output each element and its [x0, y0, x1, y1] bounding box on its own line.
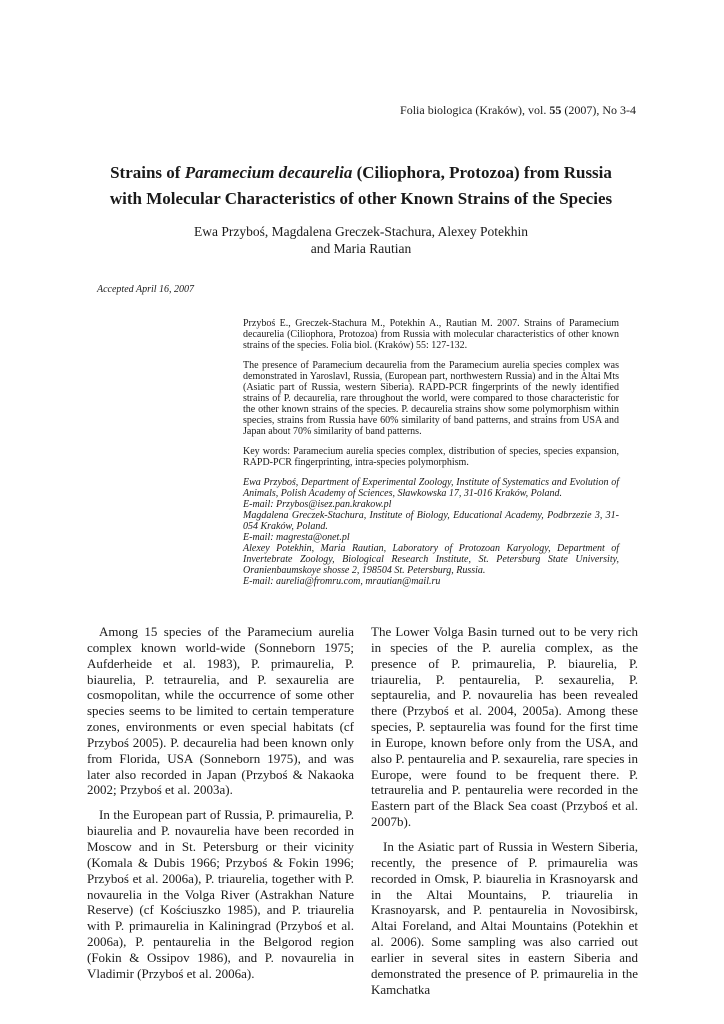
- paragraph: In the European part of Russia, P. primaurelia, P. biaurelia and P. novaurelia have been recorded in Moscow and in St. Petersburg or their vicinity (Komala & Dubis 1966; Przyboś & Fokin 1996; Przyboś et al. 2006a), P. triaurelia, together with P. novaurelia in the Volga River (Astrakhan Nature Reserve) (cf Kościuszko 1985), and P. triaurelia with P. primaurelia in Kaliningrad (Przyboś et al. 2006a), P. pentaurelia in the Belgorod region (Fokin & Ossipov 1986), and P. novaurelia in Vladimir (Przyboś et al. 2006a).: [87, 807, 354, 981]
- title-line-2: with Molecular Characteristics of other Known Strains of the Species: [109, 189, 613, 208]
- author-list: [80, 223, 642, 257]
- title-part: (Ciliophora, Protozoa) from Russia: [356, 163, 612, 182]
- journal-issue: (2007), No 3-4: [564, 103, 636, 117]
- body-text: [87, 624, 638, 1006]
- paragraph: The Lower Volga Basin turned out to be very rich in species of the P. aurelia complex, as the presence of P. primaurelia, P. biaurelia, P. triaurelia, P. pentaurelia, P. sexaurelia, P. septaurelia, and P. novaurelia has been revealed there (Przyboś et al. 2004, 2005a). Among these species, P. septaurelia was found for the first time in Europe, known before only from the USA, and also P. pentaurelia and P. sexaurelia, rare species in Europe, were found to be frequent there. P. tetraurelia and P. pentaurelia were recorded in the Eastern part of the Black Sea coast (Przyboś et al. 2007b).: [371, 624, 638, 830]
- affiliation-email: E-mail: aurelia@fromru.com, mrautian@mail.ru: [243, 576, 441, 587]
- journal-volume: 55: [549, 103, 562, 117]
- citation: Przyboś E., Greczek-Stachura M., Potekhin A., Rautian M. 2007. Strains of Paramecium decaurelia (Ciliophora, Protozoa) from Russia with molecular characteristics of other known strains of the species. Folia biol. (Kraków) 55: 127-132.: [243, 318, 619, 351]
- title-part: Strains of: [110, 163, 181, 182]
- abstract: The presence of Paramecium decaurelia from the Paramecium aurelia species complex was demonstrated in Yaroslavl, Russia, (European part, northwestern Russia) and in the Altai Mts (Asiatic part of Russia, western Siberia). RAPD-PCR fingerprints of the newly identified strains of P. decaurelia, rare throughout the world, were compared to those characteristic for the other known strains of the species. P. decaurelia strains show some polymorphism within species, strains from Russia have 60% similarity of band patterns, and strains from USA and Japan about 70% similarity of band patterns.: [243, 360, 619, 437]
- article-title: [80, 160, 642, 212]
- keywords: Key words: Paramecium aurelia species complex, distribution of species, species expansion, RAPD-PCR fingerprinting, intra-species polymorphism.: [243, 446, 619, 468]
- right-column: [371, 624, 638, 1006]
- abstract-block: [243, 318, 619, 587]
- affiliation-line: Magdalena Greczek-Stachura, Institute of Biology, Educational Academy, Podbrzezie 3, 31-054 Kraków, Poland.: [243, 510, 619, 532]
- affiliation-email: E-mail: Przybos@isez.pan.krakow.pl: [243, 499, 392, 510]
- paragraph: In the Asiatic part of Russia in Western Siberia, recently, the presence of P. primaurelia was recorded in Omsk, P. biaurelia in Krasnoyarsk and in the Altai Mountains, P. triaurelia in Krasnoyarsk, and P. pentaurelia in Novosibirsk, Altai Foreland, and Altai Mountains (Potekhin et al. 2006). Some sampling was also carried out earlier in several sites in eastern Siberia and demonstrated the presence of P. primaurelia in the Kamchatka: [371, 838, 638, 997]
- accepted-date: Accepted April 16, 2007: [97, 284, 195, 295]
- paragraph: Among 15 species of the Paramecium aurelia complex known world-wide (Sonneborn 1975; Aufderheide et al. 1983), P. primaurelia, P. biaurelia, P. tetraurelia, and P. sexaurelia are cosmopolitan, while the occurrence of some other species seems to be limited to certain temperature zones, environments or even special habitats (cf Przyboś 2005). P. decaurelia had been known only from Florida, USA (Sonneborn 1975), and was later also recorded in Japan (Przyboś & Nakaoka 2002; Przyboś et al. 2003a).: [87, 624, 354, 798]
- journal-reference: [400, 103, 636, 118]
- affiliation-line: Alexey Potekhin, Maria Rautian, Laboratory of Protozoan Karyology, Department of Invertebrate Zoology, Biological Research Institute, St. Petersburg State University, Oranienbaumskoye shosse 2, 198504 St. Petersburg, Russia.: [243, 543, 619, 576]
- affiliation-email: E-mail: magresta@onet.pl: [243, 532, 350, 543]
- left-column: [87, 624, 354, 1006]
- authors-line-1: Ewa Przyboś, Magdalena Greczek-Stachura, Alexey Potekhin: [193, 224, 528, 239]
- journal-name: Folia biologica (Kraków), vol.: [400, 103, 547, 117]
- affiliations: [243, 477, 619, 587]
- affiliation-line: Ewa Przyboś, Department of Experimental Zoology, Institute of Systematics and Evolution of Animals, Polish Academy of Sciences, Sławkowska 17, 31-016 Kraków, Poland.: [243, 477, 619, 499]
- title-species: Paramecium decaurelia: [184, 163, 353, 182]
- authors-line-2: and Maria Rautian: [310, 241, 412, 256]
